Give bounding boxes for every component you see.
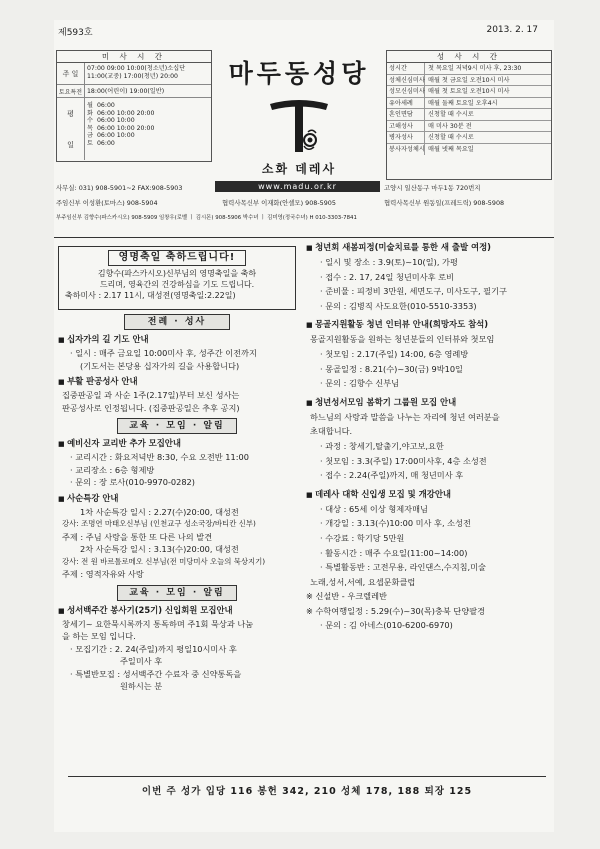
section-band-liturgy: 전례 · 성사	[124, 314, 230, 330]
church-name: 마두동성당	[228, 59, 370, 88]
office-phone: 사무실: 031) 908-5901~2 FAX:908-5903	[56, 184, 183, 192]
text-line: 집중판공일 과 사순 1주(2.17일)부터 보신 성사는	[62, 390, 240, 400]
text-line: · 모집기간 : 2. 24(주일)까지 평일10시미사 후	[58, 643, 296, 656]
text-line: · 문의 : 김 아네스(010-6200-6970)	[306, 618, 552, 633]
mass-row-sunday	[57, 63, 211, 85]
section-title: ■ 십자가의 길 기도 안내	[58, 333, 296, 347]
text-line: · 문의 : 장 로사(010-9970-0282)	[58, 476, 296, 489]
right-column	[306, 240, 552, 633]
church-address: 고양시 일산동구 마두1동 720번지	[384, 184, 481, 192]
text-line: · 대상 : 65세 이상 형제자매님	[306, 502, 552, 517]
sacrament-row: 병자성사 신청할 때 수시로	[387, 132, 551, 144]
weekday-row: 월 06:00	[87, 102, 115, 109]
sacrament-row: 고해성사 매 미사 30분 전	[387, 121, 551, 133]
text-line: · 준비물 : 피정비 3만원, 세면도구, 미사도구, 필기구	[306, 284, 552, 299]
sacrament-row: 유아세례 매월 둘째 토요일 오후4시	[387, 98, 551, 110]
text-line: 주제 : 주님 사랑을 통한 또 다른 나의 발견	[62, 531, 213, 542]
text-line: 하느님의 사랑과 말씀을 나누는 자리에 청년 여러분을	[310, 411, 500, 422]
mass-times-heading: 미 사 시 간	[57, 51, 211, 63]
section-title: ■ 청년성서모임 봄학기 그룹원 모집 안내	[306, 395, 552, 410]
text-line: 1차 사순특강 일시 : 2.27(수)20:00, 대성전	[80, 506, 239, 517]
text-line: ※ 수학여행일정 : 5.29(수)~30(목)충북 단양팔경	[306, 604, 552, 619]
text-line: 창세기~ 요한묵시록까지 통독하며 주1회 묵상과 나눔	[62, 618, 254, 629]
section-title: ■ 데레사 대학 신입생 모집 및 개강안내	[306, 487, 552, 502]
feast-title: 영명축일 축하드립니다!	[108, 250, 247, 266]
text-line: · 교리시간 : 화요저녁반 8:30, 수요 오전반 11:00	[58, 451, 296, 464]
feast-line-2: 드리며, 영육간의 건강하심을 기도 드립니다.	[99, 280, 255, 289]
text-line: · 일시 : 매주 금요일 10:00미사 후, 성주간 이전까지	[58, 347, 296, 360]
text-line: · 활동시간 : 매주 수요일(11:00~14:00)	[306, 546, 552, 561]
weekday-row: 금 06:00 10:00	[87, 132, 135, 140]
sacrament-row: 성체신심미사 매월 첫 금요일 오전10시 미사	[387, 75, 551, 87]
section-title: ■ 몽골지원활동 청년 인터뷰 안내(희망자도 참석)	[306, 317, 552, 332]
text-line: ※ 신설반 - 우크렐레반	[306, 589, 552, 604]
text-line: 강사: 조명연 마태오신부님 (인천교구 성소국장/바티칸 신부)	[62, 519, 256, 528]
text-line: 몽골지원활동을 원하는 청년분들의 인터뷰와 첫모임	[310, 334, 495, 345]
sacrament-row: 성시간 첫 목요일 저녁9시 미사 후, 23:30	[387, 63, 551, 75]
weekday-label-2: 일	[67, 140, 74, 149]
text-line: · 수강료 : 학기당 5만원	[306, 531, 552, 546]
section-title: ■ 사순특강 안내	[58, 492, 296, 506]
sunday-label: 주 일	[57, 63, 85, 84]
hymn-footer: 이번 주 성가 입당 116 봉헌 342, 210 성체 178, 188 퇴장 125	[68, 776, 546, 797]
text-line: · 특별반모집 : 성서백주간 수료자 중 신약통독을	[58, 668, 296, 681]
text-line: 주일미사 후	[120, 656, 163, 666]
sacrament-heading: 성 사 시 간	[387, 51, 551, 63]
weekday-row: 토 06:00	[87, 139, 115, 147]
text-line: · 접수 : 2. 17, 24일 청년미사후 로비	[306, 270, 552, 285]
text-line: · 첫모임 : 3.3(주일) 17:00미사후, 4층 소성전	[306, 454, 552, 469]
weekday-row: 수 06:00 10:00	[87, 117, 135, 125]
sacrament-times-table	[386, 50, 552, 180]
feast-mass: 축하미사 : 2.17 11시, 대성전(영명축일:2.22일)	[65, 291, 236, 300]
text-line: 판공성사로 인정됩니다. (집중판공일은 추후 공지)	[62, 402, 240, 413]
text-line: 노래,성서,서예, 요셉문화클럽	[310, 576, 416, 587]
patron-saint: 소화 데레사	[261, 162, 337, 176]
text-line: · 특별활동반 : 고전무용, 라인댄스,수지침,미술	[306, 560, 552, 575]
text-line: · 첫모임 : 2.17(주일) 14:00, 6층 영례방	[306, 347, 552, 362]
text-line: · 문의 : 김병직 사도요한(010-5510-3353)	[306, 299, 552, 314]
feast-line-1: 김향수(파스카시오)신부님의 영명축일을 축하	[97, 269, 257, 278]
assistant-contact-2: 협력사목신부 원동일(프레드릭) 908-5908	[384, 199, 505, 207]
section-title: ■ 청년회 새봄피정(미술치료를 통한 새 출발 여정)	[306, 240, 552, 255]
saturday-label: 토요특전	[57, 85, 85, 97]
weekday-label-1: 평	[67, 109, 74, 118]
sunday-times-1: 07:00 09:00 10:00(청소년)소십단	[87, 65, 186, 72]
section-title: ■ 성서백주간 봉사기(25기) 신입회원 모집안내	[58, 604, 296, 618]
text-line: · 접수 : 2.24(주일)까지, 매 청년미사 후	[306, 468, 552, 483]
pastor-contact: 주임신부 이성환(토마스) 908-5904	[56, 199, 158, 207]
text-line: · 개강일 : 3.13(수)10:00 미사 후, 소성전	[306, 516, 552, 531]
sacrament-row: 봉사자성체시 매월 넷째 목요일	[387, 144, 551, 156]
top-line	[54, 24, 554, 38]
text-line: · 교리장소 : 6층 형제방	[58, 464, 296, 477]
issue-number: 제593호	[58, 28, 93, 38]
text-line: 강사: 전 원 바르톨로메오 신부님(전 미당미사 오늘의 묵상지기)	[62, 556, 266, 566]
text-line: 2차 사순특강 일시 : 3.13(수)20:00, 대성전	[80, 544, 239, 554]
bulletin-page	[54, 20, 554, 832]
staff-contacts: 부주임신부 김향수(파스카시오) 908-5909 임창우(로벨 ㅣ 김시몬) 908-5906 박수녀 ㅣ 김미영(정국수녀) H 010-3303-7841	[56, 215, 357, 221]
saturday-times: 18:00(어린이) 19:00(일반)	[87, 88, 165, 95]
text-line: 을 하는 모임 입니다.	[62, 631, 136, 641]
section-title: ■ 예비신자 교리반 추가 모집안내	[58, 437, 296, 451]
sunday-times-2: 11:00(교중) 17:00(청년) 20:00	[87, 73, 178, 80]
text-line: 원하시는 분	[120, 681, 163, 691]
mass-row-saturday	[57, 85, 211, 98]
section-band-education-2: 교육 · 모임 · 알림	[117, 585, 237, 601]
text-line: (기도서는 본당용 십자가의 길을 사용합니다)	[80, 360, 240, 371]
assistant-contact: 협력사목신부 이재화(안셀모) 908-5905	[222, 199, 336, 207]
website-link[interactable]: www.madu.or.kr	[215, 181, 380, 192]
issue-date: 2013. 2. 17	[486, 25, 538, 35]
sacrament-row: 혼인면담 신청할 때 수시로	[387, 109, 551, 121]
feast-day-box	[58, 246, 296, 310]
cross-rose-logo-icon	[264, 90, 334, 156]
sacrament-row: 성모신심미사 매월 첫 토요일 오전10시 미사	[387, 86, 551, 98]
mass-row-weekday	[57, 98, 211, 160]
masthead	[214, 50, 384, 178]
text-line: · 과정 : 창세기,탈출기,야고보,요한	[306, 439, 552, 454]
text-line: · 몽골일정 : 8.21(수)~30(금) 9박10일	[306, 362, 552, 377]
divider	[54, 237, 554, 238]
text-line: 초대합니다.	[310, 426, 353, 437]
section-title: ■ 부활 판공성사 안내	[58, 375, 296, 389]
left-column	[58, 244, 296, 693]
text-line: 주제 : 영적자유와 사랑	[62, 569, 144, 579]
weekday-row: 화 06:00 10:00 20:00	[87, 109, 155, 117]
section-band-education: 교육 · 모임 · 알림	[117, 418, 237, 434]
mass-times-table	[56, 50, 212, 162]
weekday-row: 목 06:00 10:00 20:00	[87, 124, 155, 132]
text-line: · 일시 및 장소 : 3.9(토)~10(일), 가평	[306, 255, 552, 270]
text-line: · 문의 : 김향수 신부님	[306, 376, 552, 391]
